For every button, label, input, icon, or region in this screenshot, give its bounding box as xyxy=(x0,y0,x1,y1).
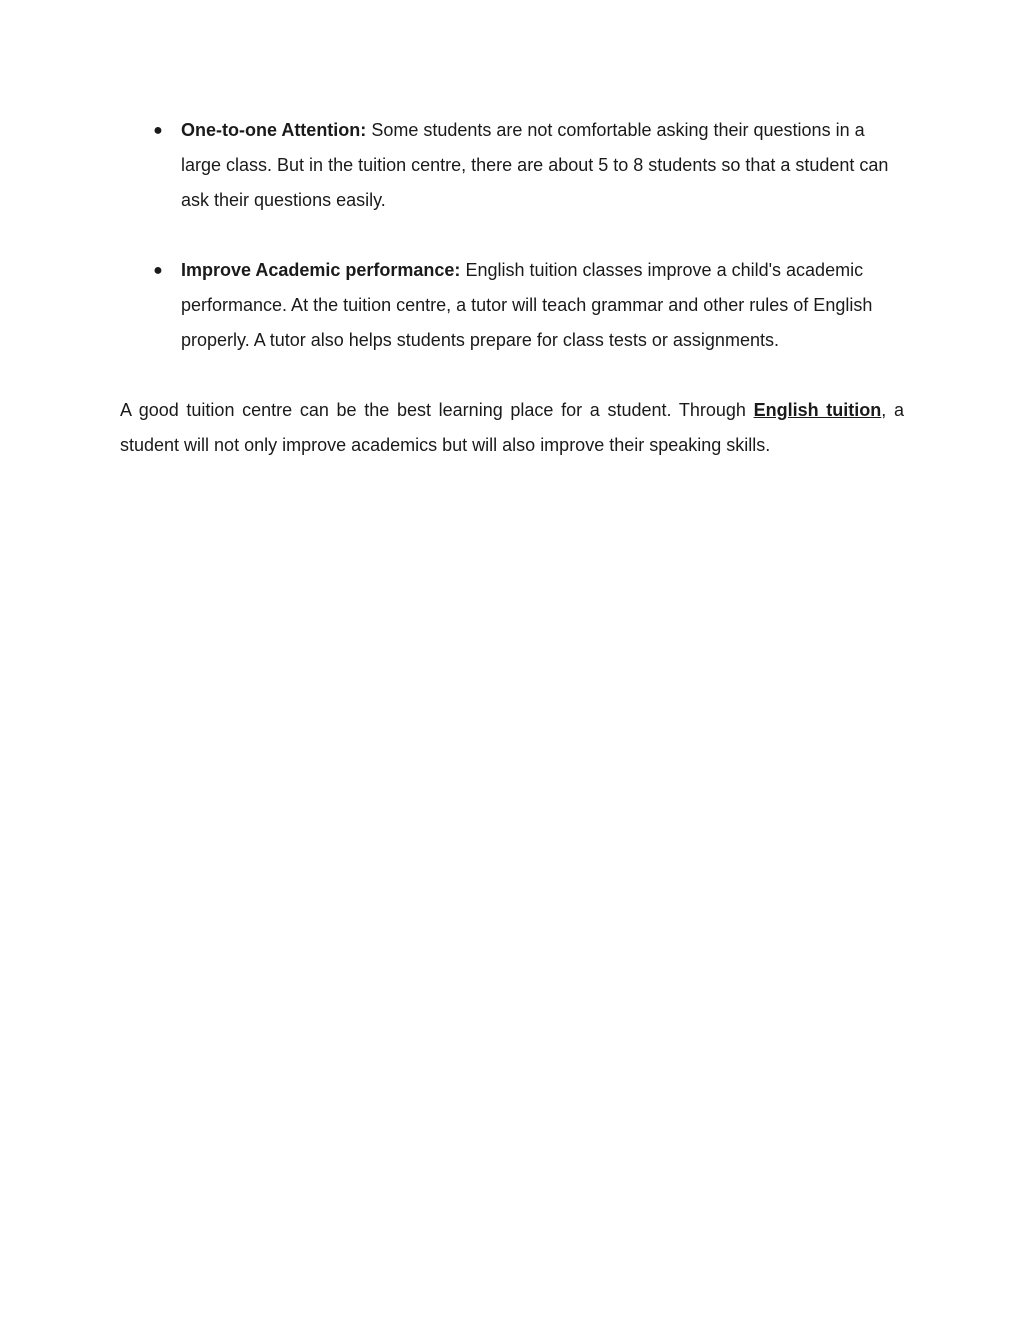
bullet-heading: Improve Academic performance: xyxy=(181,260,461,280)
bullet-item-one-to-one-attention xyxy=(120,113,906,218)
closing-text-after-link: , a student will not only improve academics but will also improve their speaking skills. xyxy=(120,400,904,455)
english-tuition-link[interactable]: English tuition xyxy=(753,400,882,420)
closing-paragraph xyxy=(120,393,904,463)
bullet-list xyxy=(120,113,906,358)
bullet-dot-icon: ● xyxy=(153,122,163,139)
bullet-text: Some students are not comfortable asking their questions in a large class. But in the tuition centre, there are about 5 to 8 students so that a student can ask their questions easily. xyxy=(181,120,889,210)
closing-text-before-link: A good tuition centre can be the best learning place for a student. Through xyxy=(120,400,746,420)
bullet-text: English tuition classes improve a child's academic performance. At the tuition centre, a tutor will teach grammar and other rules of English properly. A tutor also helps students prepare for class tests or assignments. xyxy=(181,260,873,350)
bullet-item-improve-academic-performance xyxy=(120,253,906,358)
bullet-dot-icon: ● xyxy=(153,262,163,279)
bullet-heading: One-to-one Attention: xyxy=(181,120,367,140)
